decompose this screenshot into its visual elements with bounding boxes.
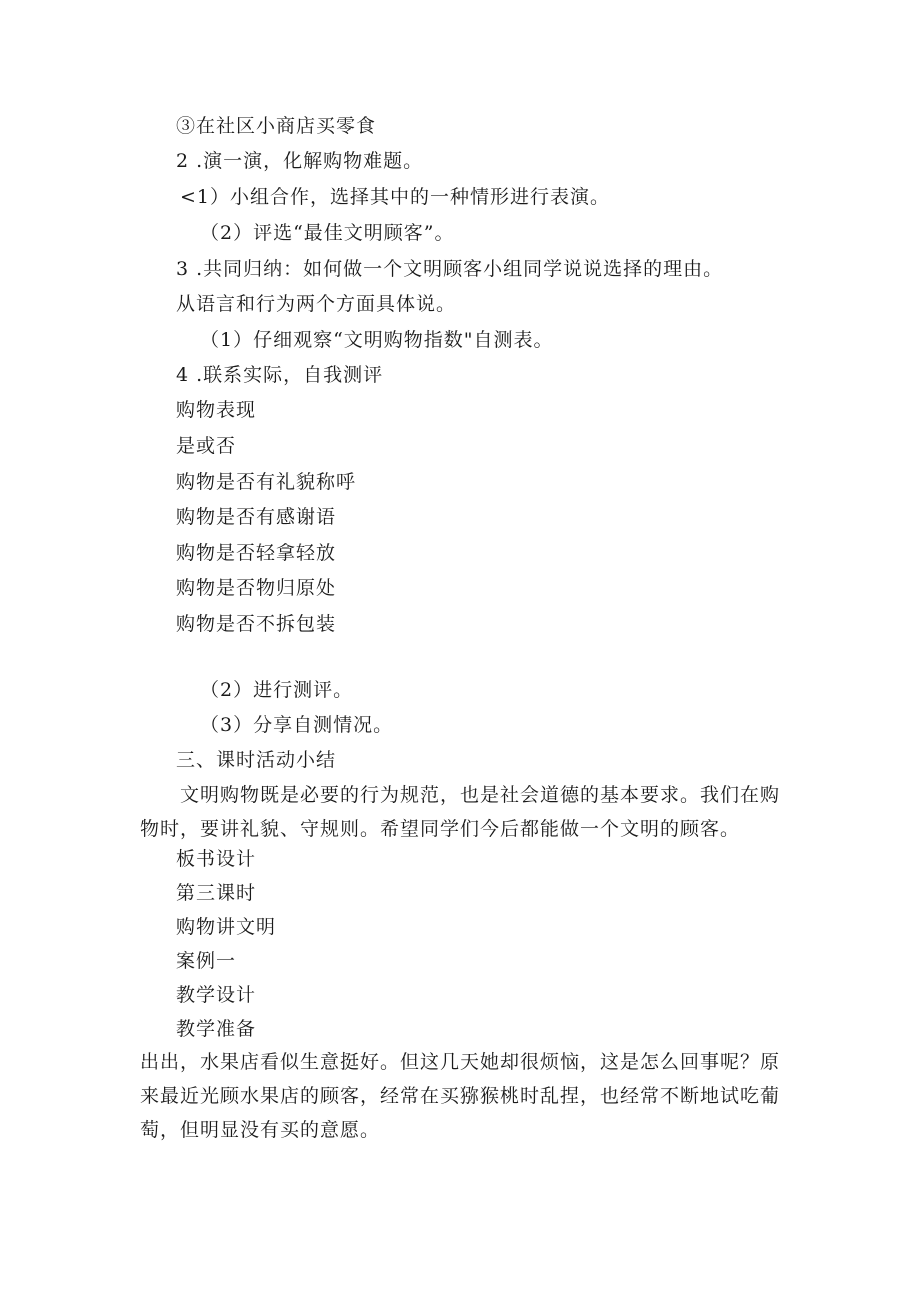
text-line: 购物讲文明 xyxy=(176,916,277,938)
text-line: 2 .演一演，化解购物难题。 xyxy=(176,150,424,172)
text-line: 第三课时 xyxy=(176,882,257,904)
text-line: 是或否 xyxy=(176,435,237,457)
text-line: 3 .共同归纳：如何做一个文明顾客小组同学说说选择的理由。 xyxy=(176,258,724,280)
text-line: <1）小组合作，选择其中的一种情形进行表演。 xyxy=(180,186,611,208)
summary-paragraph: 文明购物既是必要的行为规范，也是社会道德的基本要求。我们在购物时，要讲礼貌、守规则。希望同学们今后都能做一个文明的顾客。 xyxy=(140,784,781,840)
text-line: 购物是否物归原处 xyxy=(176,577,337,599)
text-line: 教学设计 xyxy=(176,984,257,1006)
text-line: 案例一 xyxy=(176,950,237,972)
closing-paragraph: 出出，水果店看似生意挺好。但这几天她却很烦恼，这是怎么回事呢？原来最近光顾水果店的顾客，经常在买猕猴桃时乱捏，也经常不断地试吃葡萄，但明显没有买的意愿。 xyxy=(140,1051,781,1141)
text-line: （3）分享自测情况。 xyxy=(200,714,394,736)
text-line: （1）仔细观察“文明购物指数"自测表。 xyxy=(200,329,554,351)
text-line: 购物是否有感谢语 xyxy=(176,506,337,528)
text-line: 板书设计 xyxy=(176,848,257,870)
text-line: 购物是否轻拿轻放 xyxy=(176,542,337,564)
text-line: 购物是否不拆包装 xyxy=(176,613,337,635)
text-line: 4 .联系实际，自我测评 xyxy=(176,364,384,386)
text-line: ③在社区小商店买零食 xyxy=(176,115,377,137)
text-line: 购物是否有礼貌称呼 xyxy=(176,471,357,493)
text-line: 教学准备 xyxy=(176,1018,257,1040)
text-line: （2）进行测评。 xyxy=(200,679,354,701)
text-line: 购物表现 xyxy=(176,399,257,421)
section-heading: 三、课时活动小结 xyxy=(176,749,337,771)
text-line: （2）评选“最佳文明顾客”。 xyxy=(200,222,455,244)
text-line: 从语言和行为两个方面具体说。 xyxy=(176,293,457,315)
